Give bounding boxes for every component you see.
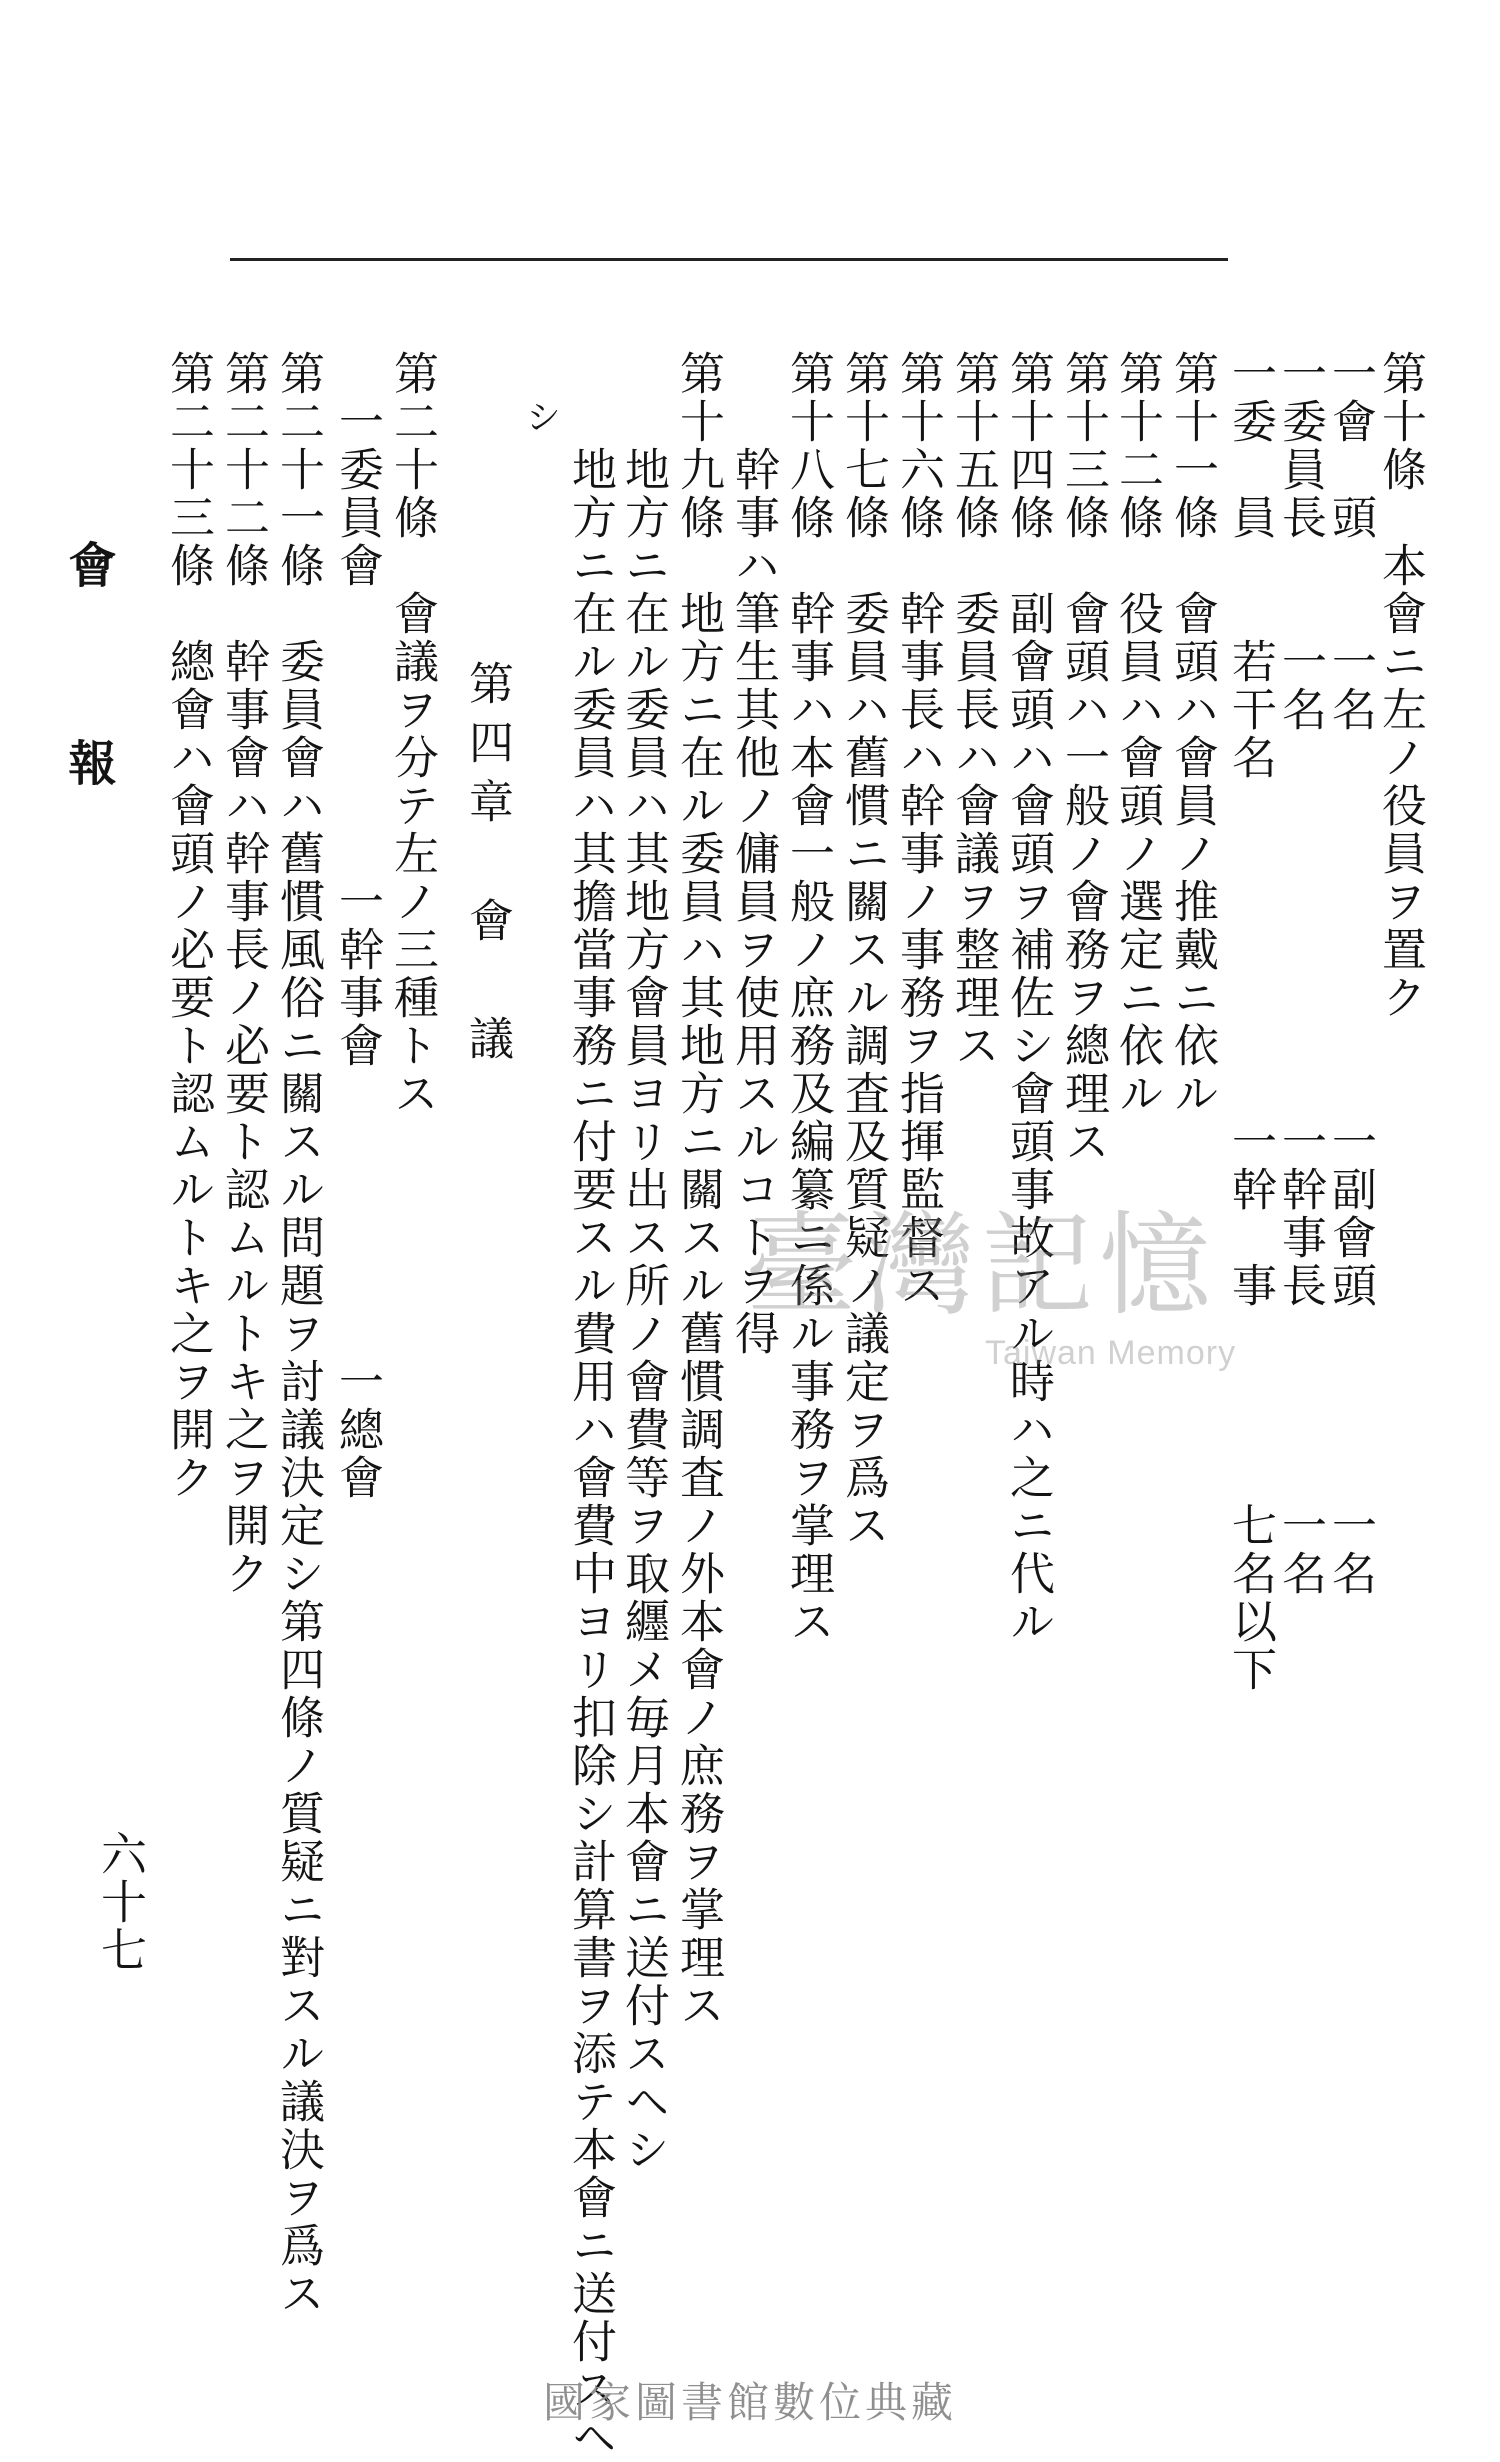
top-rule <box>230 258 1228 261</box>
watermark-subtitle: Taiwan Memory <box>985 1334 1237 1372</box>
article-13: 第十三條 會頭ハ一般ノ會務ヲ總理ス <box>1057 350 1110 1166</box>
article-14: 第十四條 副會頭ハ會頭ヲ補佐シ會頭事故アル時ハ之ニ代ル <box>1002 350 1055 1646</box>
article-19-continuation: シ <box>520 398 561 436</box>
meeting-types: 一委員會 一幹事會 一總會 <box>331 398 384 1502</box>
page-number: 六十七 <box>94 1830 148 1974</box>
article-12: 第十二條 役員ハ會頭ノ選定ニ依ル <box>1111 350 1164 1118</box>
chapter-heading <box>455 660 520 1074</box>
article-23: 第二十三條 總會ハ會頭ノ必要ト認ムルトキ之ヲ開ク <box>162 350 215 1502</box>
article-22: 第二十二條 幹事會ハ幹事長ノ必要ト認ムルトキ之ヲ開ク <box>217 350 270 1598</box>
article-16: 第十六條 幹事長ハ幹事ノ事務ヲ指揮監督ス <box>892 350 945 1310</box>
article-17: 第十七條 委員ハ舊慣ニ關スル調査及質疑ノ議定ヲ爲ス <box>837 350 890 1550</box>
running-header: 會報 <box>60 540 116 936</box>
article-19: 第十九條 地方ニ在ル委員ハ其地方ニ關スル舊慣調査ノ外本會ノ庶務ヲ掌理ス <box>672 350 725 2030</box>
article-15: 第十五條 委員長ハ會議ヲ整理ス <box>947 350 1000 1070</box>
watermark-logo: 臺灣記憶 <box>745 1201 1217 1331</box>
officer-row-1: 一會 頭 一名 一副會頭 一名 <box>1324 350 1377 1598</box>
article-18-clause-2: 幹事ハ筆生其他ノ傭員ヲ使用スルコトヲ得 <box>727 398 780 1358</box>
article-21: 第二十一條 委員會ハ舊慣風俗ニ關スル問題ヲ討議決定シ第四條ノ質疑ニ對スル議決ヲ爲ス <box>272 350 325 2318</box>
article-10-heading: 第十條 本會ニ左ノ役員ヲ置ク <box>1374 350 1427 1022</box>
article-18: 第十八條 幹事ハ本會一般ノ庶務及編纂ニ係ル事務ヲ掌理ス <box>782 350 835 1646</box>
article-20: 第二十條 會議ヲ分テ左ノ三種トス <box>386 350 439 1118</box>
article-19-clause-2: 地方ニ在ル委員ハ其地方會員ヨリ出ス所ノ會費等ヲ取纒メ毎月本會ニ送付スヘシ <box>617 398 670 2174</box>
article-11: 第十一條 會頭ハ會員ノ推戴ニ依ル <box>1166 350 1219 1118</box>
watermark <box>745 1201 1265 1410</box>
officer-row-3: 一委 員 若干名 一幹 事 七名以下 <box>1224 350 1277 1694</box>
article-19-clause-3: 地方ニ在ル委員ハ其擔當事務ニ付要スル費用ハ會費中ヨリ扣除シ計算書ヲ添テ本會ニ送付スヘ <box>564 398 617 2462</box>
chapter-title: 會 議 <box>461 897 514 1074</box>
chapter-number: 第四章 <box>461 660 514 837</box>
officer-row-2: 一委員長 一名 一幹事長 一名 <box>1274 350 1327 1598</box>
footer-credit: 國家圖書館數位典藏 <box>542 2378 957 2427</box>
